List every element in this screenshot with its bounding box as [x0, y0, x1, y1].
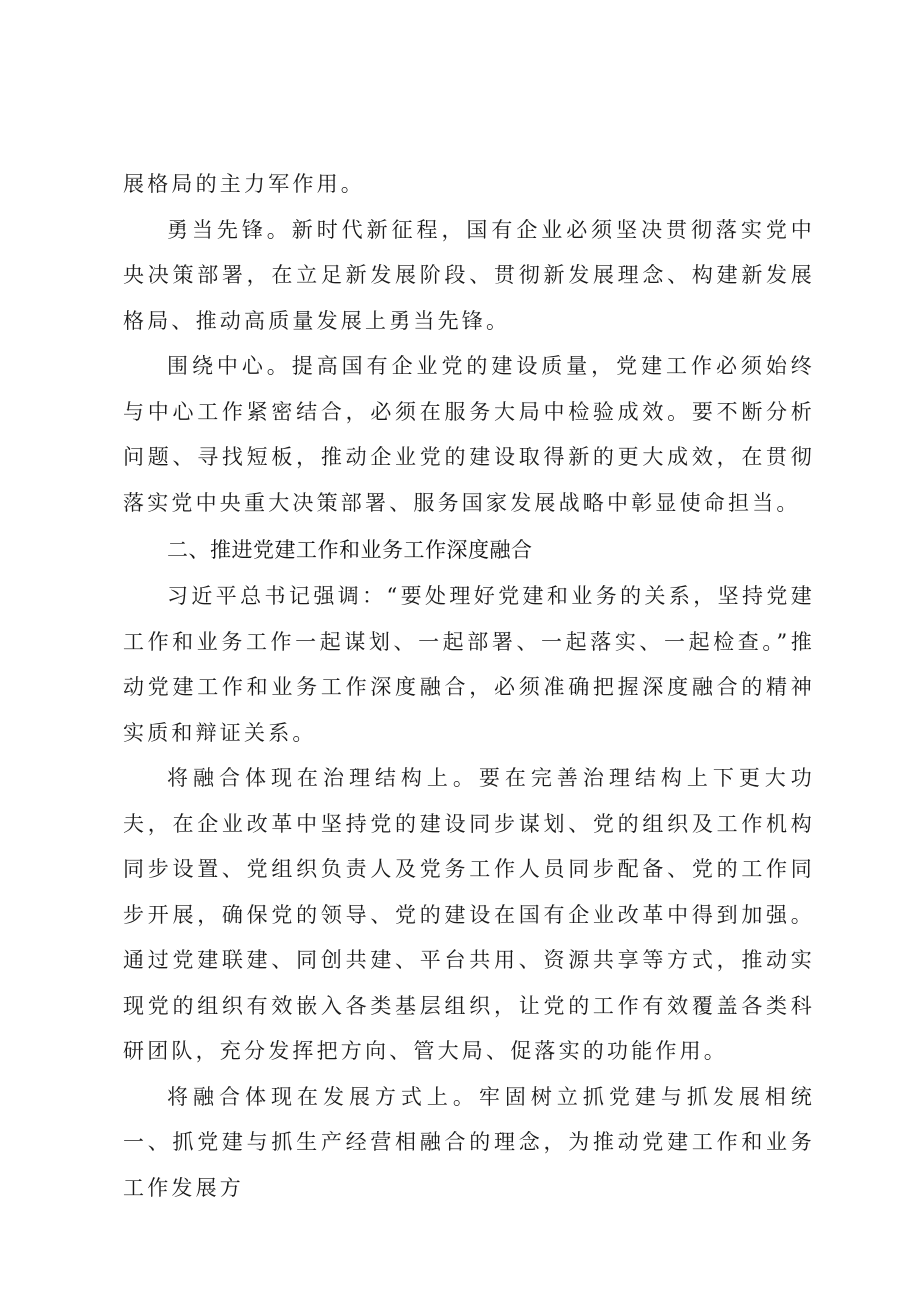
paragraph-continuation: 展格局的主力军作用。	[123, 172, 365, 196]
section-heading: 二、推进党建工作和业务工作深度融合	[167, 538, 533, 562]
paragraph-governance: 将融合体现在治理结构上。要在完善治理结构上下更大功夫，在企业改革中坚持党的建设同步谋划、党的组织及工作机构同步设置、党组织负责人及党务工作人员同步配备、党的工作同步开展，确保党的领导、党的建设在国有企业改革中得到加强。通过党建联建、同创共建、平台共用、资源共享等方式，推动实现党的组织有效嵌入各类基层组织，让党的工作有效覆盖各类科研团队，充分发挥把方向、管大局、促落实的功能作用。	[123, 766, 815, 1063]
paragraph-development: 将融合体现在发展方式上。牢固树立抓党建与抓发展相统一、抓党建与抓生产经营相融合的理念，为推动党建工作和业务工作发展方	[123, 1084, 815, 1200]
paragraph-center: 围绕中心。提高国有企业党的建设质量，党建工作必须始终与中心工作紧密结合，必须在服务大局中检验成效。要不断分析问题、寻找短板，推动企业党的建设取得新的更大成效，在贯彻落实党中央重大决策部署、服务国家发展战略中彰显使命担当。	[123, 354, 815, 515]
document-body	[123, 162, 815, 1211]
paragraph-vanguard: 勇当先锋。新时代新征程，国有企业必须坚决贯彻落实党中央决策部署，在立足新发展阶段、贯彻新发展理念、构建新发展格局、推动高质量发展上勇当先锋。	[123, 217, 815, 333]
paragraph-quote: 习近平总书记强调：“要处理好党建和业务的关系，坚持党建工作和业务工作一起谋划、一起部署、一起落实、一起检查。”推动党建工作和业务工作深度融合，必须准确把握深度融合的精神实质和辩证关系。	[123, 584, 815, 745]
